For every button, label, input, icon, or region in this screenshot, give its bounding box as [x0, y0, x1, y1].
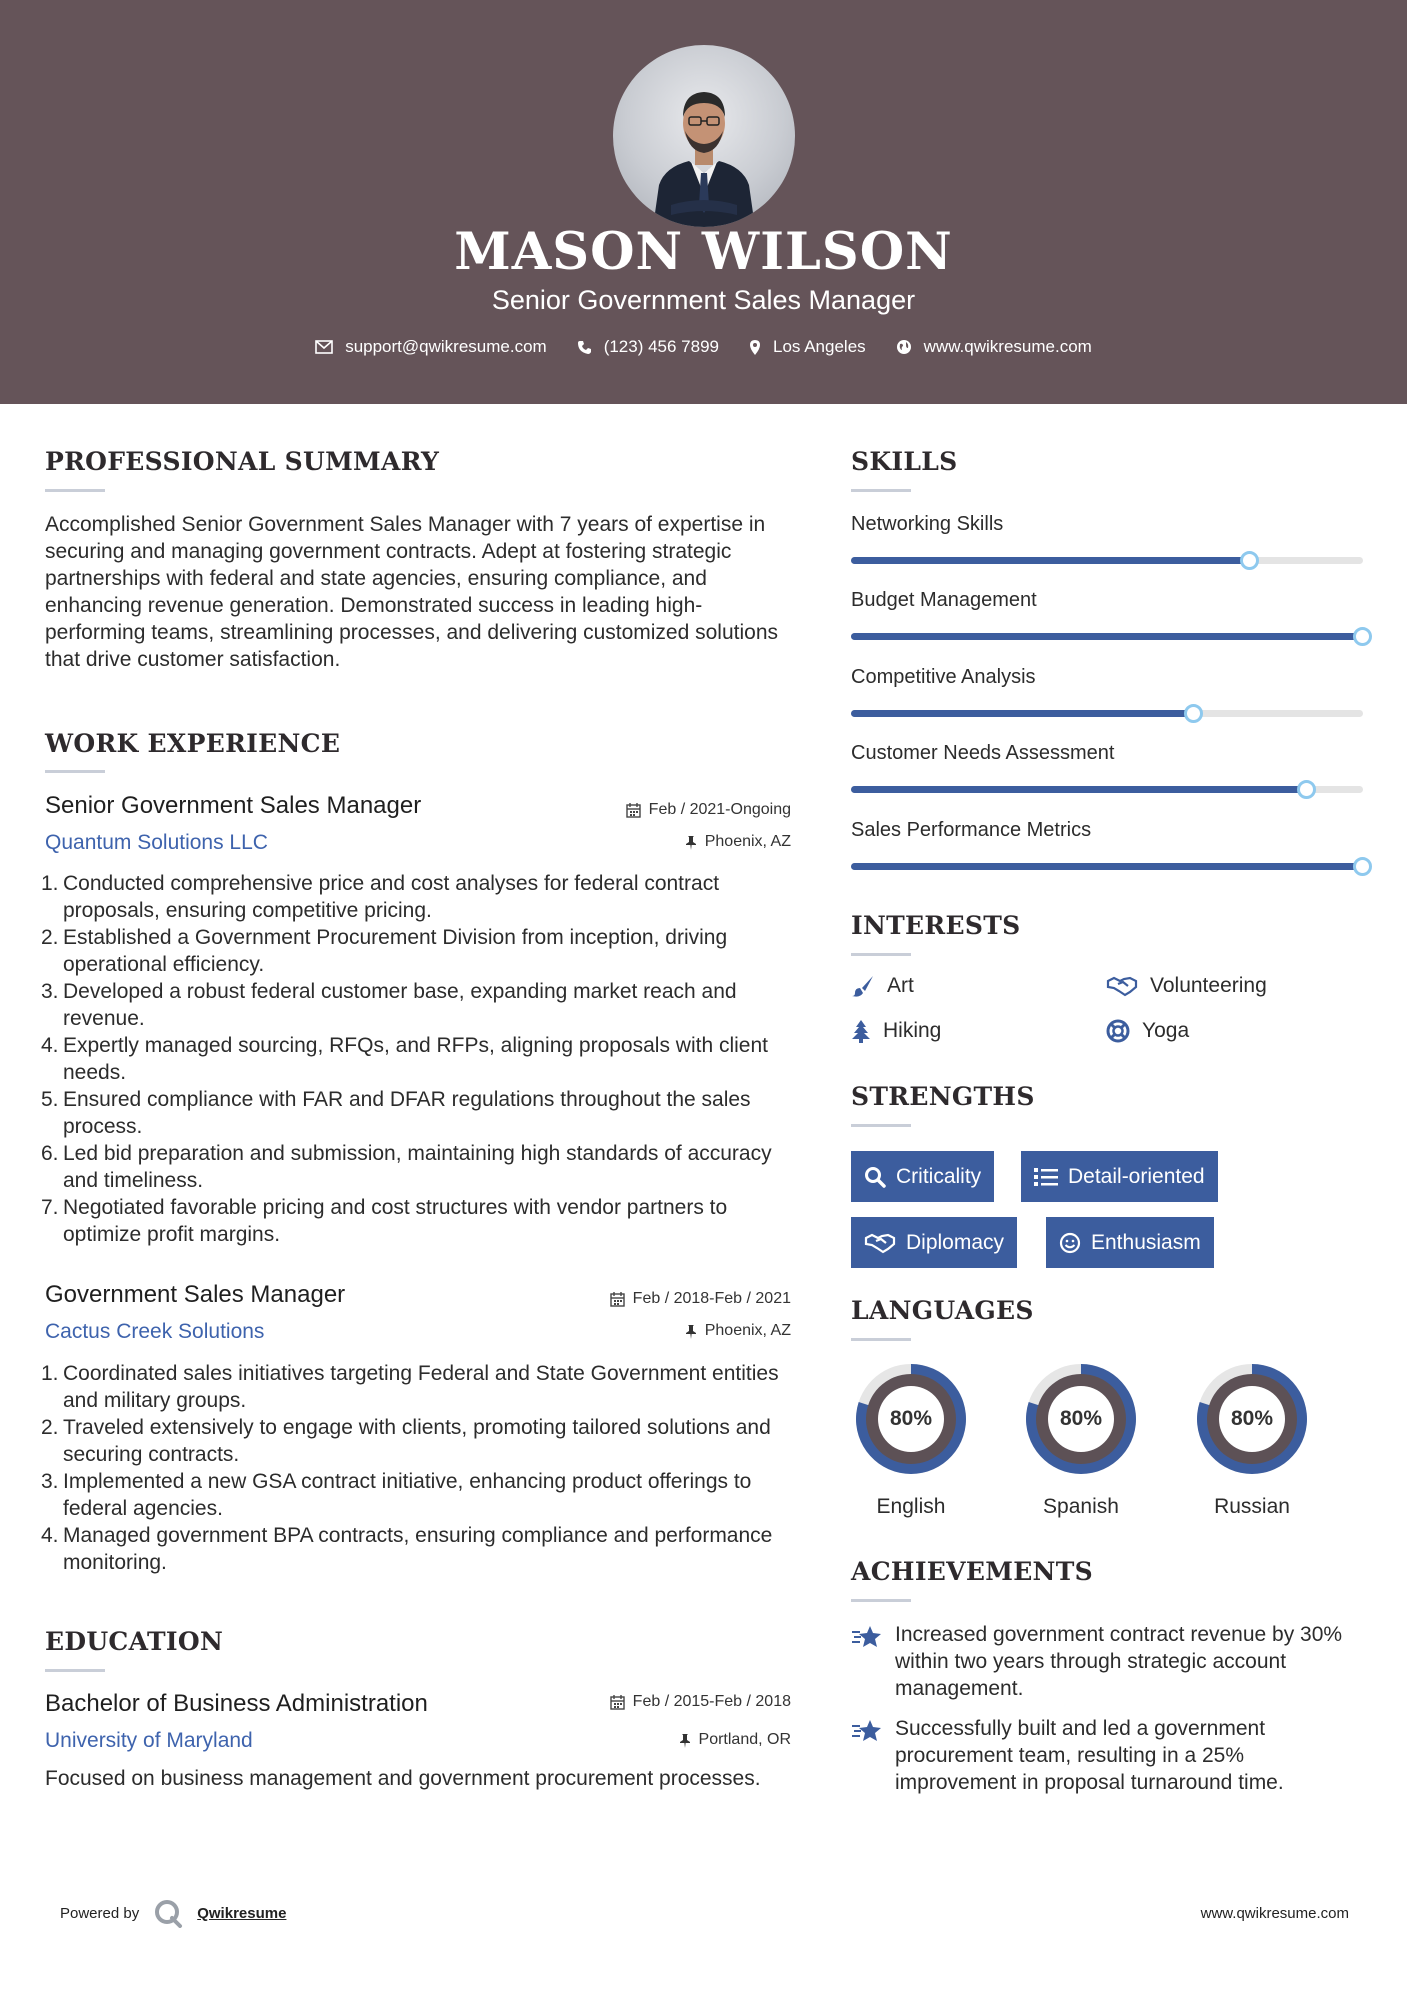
- job-bullets: [41, 1360, 797, 1576]
- list-item: 5. Ensured compliance with FAR and DFAR regulations throughout the sales process.: [41, 1088, 751, 1138]
- achievement-text: Increased government contract revenue by 30% within two years through strategic account management.: [895, 1623, 1343, 1700]
- skill-label: Competitive Analysis: [851, 666, 1036, 688]
- skill-bar: [851, 557, 1363, 564]
- list-item-text: Ensured compliance with FAR and DFAR regulations throughout the sales process.: [63, 1088, 751, 1138]
- phone-icon: [577, 340, 592, 355]
- job-dates-text: Feb / 2018-Feb / 2021: [632, 1290, 791, 1307]
- envelope-icon: [315, 340, 333, 354]
- list-item-text: Coordinated sales initiatives targeting Federal and State Government entities and military groups.: [63, 1362, 779, 1412]
- job-location: [685, 1322, 791, 1340]
- list-item: 6. Led bid preparation and submission, maintaining high standards of accuracy and timeliness.: [41, 1142, 772, 1192]
- calendar-icon: [626, 803, 641, 818]
- list-item-text: Negotiated favorable pricing and cost structures with vendor partners to optimize profit margins.: [63, 1196, 728, 1246]
- list-item-text: Established a Government Procurement Division from inception, driving operational efficiency.: [63, 926, 728, 976]
- contact-website[interactable]: [896, 337, 1092, 357]
- job-location-text: Phoenix, AZ: [704, 1322, 791, 1339]
- tree-icon: [851, 1019, 871, 1043]
- skill-bar-fill: [851, 557, 1250, 564]
- list-item-text: Traveled extensively to engage with clients, promoting tailored solutions and securing contracts.: [63, 1416, 771, 1466]
- map-pin-icon: [749, 339, 761, 356]
- list-item: 2. Established a Government Procurement Division from inception, driving operational efficiency.: [41, 926, 728, 976]
- handshake-icon: [1106, 975, 1138, 997]
- company-name[interactable]: Cactus Creek Solutions: [45, 1320, 265, 1343]
- education-location-text: Portland, OR: [698, 1731, 791, 1748]
- contact-location-text: Los Angeles: [773, 337, 866, 356]
- list-icon: [1034, 1167, 1058, 1187]
- section-divider: [45, 489, 105, 492]
- section-divider: [45, 770, 105, 773]
- strength-label: Enthusiasm: [1091, 1230, 1201, 1254]
- list-item-text: Led bid preparation and submission, maintaining high standards of accuracy and timeliness.: [63, 1142, 772, 1192]
- education-description: Focused on business management and government procurement processes.: [45, 1767, 761, 1790]
- language-name: Spanish: [1043, 1495, 1119, 1518]
- skill-label: Budget Management: [851, 589, 1037, 611]
- section-divider: [851, 953, 911, 956]
- section-divider: [851, 1338, 911, 1341]
- contact-phone-text: (123) 456 7899: [603, 337, 720, 356]
- job-location: [685, 833, 791, 851]
- interest-item: [1106, 974, 1267, 998]
- skill-label: Customer Needs Assessment: [851, 742, 1115, 764]
- profile-photo: [613, 45, 795, 227]
- education-dates-text: Feb / 2015-Feb / 2018: [632, 1693, 791, 1710]
- skill-bar-knob: [1297, 780, 1316, 799]
- handshake-icon: [864, 1232, 896, 1254]
- contact-email-text: support@qwikresume.com: [345, 337, 547, 356]
- language-item: [1190, 1357, 1314, 1519]
- strength-label: Detail-oriented: [1068, 1164, 1205, 1188]
- summary-text: Accomplished Senior Government Sales Manager with 7 years of expertise in securing and managing government contracts. Adept at fostering strategic partnerships with federal and state agencies, ensuring compliance, and enhancing revenue generation. Demonstrated success in leading high-performing teams, streamlining processes, and delivering customized solutions that drive customer satisfaction.: [45, 513, 779, 671]
- contact-website-text: www.qwikresume.com: [923, 337, 1092, 356]
- job-bullets: [41, 870, 797, 1248]
- contact-phone[interactable]: [577, 337, 719, 357]
- job-title: Government Sales Manager: [45, 1281, 346, 1308]
- list-item: 4. Managed government BPA contracts, ensuring compliance and performance monitoring.: [41, 1524, 773, 1574]
- section-divider: [45, 1669, 105, 1672]
- strength-badge: [851, 1151, 994, 1202]
- interest-item: [851, 974, 914, 998]
- skill-bar-knob: [1184, 704, 1203, 723]
- interest-label: Art: [887, 974, 914, 997]
- job-dates: [610, 1290, 791, 1308]
- footer-branding: [60, 1898, 286, 1928]
- smile-icon: [1059, 1232, 1081, 1254]
- company-name[interactable]: Quantum Solutions LLC: [45, 831, 268, 854]
- strength-badge: [851, 1217, 1017, 1268]
- skill-bar-fill: [851, 863, 1363, 870]
- job-dates: [626, 801, 791, 819]
- contact-location: [749, 337, 866, 357]
- achievements-heading: ACHIEVEMENTS: [851, 1557, 1093, 1586]
- skill-bar: [851, 786, 1363, 793]
- section-divider: [851, 1599, 911, 1602]
- powered-by-text: Powered by: [60, 1904, 140, 1922]
- language-ring: [1190, 1357, 1314, 1481]
- strength-label: Criticality: [896, 1164, 982, 1188]
- list-item: 1. Coordinated sales initiatives targeting Federal and State Government entities and military groups.: [41, 1362, 779, 1412]
- job-dates-text: Feb / 2021-Ongoing: [648, 801, 791, 818]
- contact-bar: [0, 337, 1407, 357]
- education-dates: [610, 1693, 791, 1711]
- language-item: [1019, 1357, 1143, 1519]
- strength-badge: [1046, 1217, 1214, 1268]
- achievement-item: [851, 1715, 1371, 1796]
- paintbrush-icon: [851, 974, 875, 998]
- skill-bar: [851, 863, 1363, 870]
- qwikresume-logo-icon: [153, 1898, 183, 1928]
- skill-bar: [851, 633, 1363, 640]
- pushpin-icon: [685, 1324, 697, 1339]
- language-ring: [849, 1357, 973, 1481]
- interests-heading: INTERESTS: [851, 911, 1021, 940]
- list-item: 4. Expertly managed sourcing, RFQs, and RFPs, aligning proposals with client needs.: [41, 1034, 768, 1084]
- resume-header: [0, 0, 1407, 404]
- skill-bar-fill: [851, 786, 1307, 793]
- school-name[interactable]: University of Maryland: [45, 1729, 253, 1752]
- interest-label: Volunteering: [1150, 974, 1267, 997]
- section-divider: [851, 489, 911, 492]
- section-divider: [851, 1124, 911, 1127]
- interest-item: [851, 1019, 941, 1043]
- language-item: [849, 1357, 973, 1519]
- achievement-item: [851, 1621, 1371, 1702]
- strengths-heading: STRENGTHS: [851, 1082, 1035, 1111]
- calendar-icon: [610, 1695, 625, 1710]
- language-name: Russian: [1214, 1495, 1290, 1518]
- list-item-text: Conducted comprehensive price and cost analyses for federal contract proposals, ensuring competitive pricing.: [63, 872, 720, 922]
- list-item-text: Managed government BPA contracts, ensuring compliance and performance monitoring.: [63, 1524, 773, 1574]
- education-heading: EDUCATION: [45, 1627, 224, 1656]
- experience-heading: WORK EXPERIENCE: [45, 729, 341, 758]
- language-percent: 80%: [1059, 1407, 1103, 1430]
- skills-heading: SKILLS: [851, 447, 958, 476]
- list-item: 7. Negotiated favorable pricing and cost structures with vendor partners to optimize profit margins.: [41, 1196, 728, 1246]
- contact-email[interactable]: [315, 337, 547, 357]
- languages-heading: LANGUAGES: [851, 1296, 1034, 1325]
- list-item: 3. Implemented a new GSA contract initiative, enhancing product offerings to federal agencies.: [41, 1470, 752, 1520]
- list-item-text: Developed a robust federal customer base, expanding market reach and revenue.: [63, 980, 737, 1030]
- skill-bar: [851, 710, 1363, 717]
- education-location: [679, 1731, 791, 1749]
- search-icon: [864, 1166, 886, 1188]
- calendar-icon: [610, 1292, 625, 1307]
- pushpin-icon: [679, 1733, 691, 1748]
- list-item: 1. Conducted comprehensive price and cost analyses for federal contract proposals, ensuring competitive pricing.: [41, 872, 720, 922]
- language-ring: [1019, 1357, 1143, 1481]
- candidate-name: MASON WILSON: [454, 222, 953, 282]
- skill-label: Sales Performance Metrics: [851, 819, 1092, 841]
- language-percent: 80%: [1230, 1407, 1274, 1430]
- shooting-star-icon: [851, 1624, 883, 1650]
- language-name: English: [876, 1495, 946, 1518]
- language-percent: 80%: [889, 1407, 933, 1430]
- summary-heading: PROFESSIONAL SUMMARY: [45, 447, 440, 476]
- shooting-star-icon: [851, 1718, 883, 1744]
- skill-bar-fill: [851, 710, 1194, 717]
- skill-bar-knob: [1353, 857, 1372, 876]
- job-location-text: Phoenix, AZ: [704, 833, 791, 850]
- skill-bar-knob: [1240, 551, 1259, 570]
- list-item: 2. Traveled extensively to engage with clients, promoting tailored solutions and securing contracts.: [41, 1416, 771, 1466]
- skill-label: Networking Skills: [851, 513, 1004, 535]
- globe-icon: [896, 339, 912, 355]
- skill-bar-knob: [1353, 627, 1372, 646]
- list-item-text: Implemented a new GSA contract initiative, enhancing product offerings to federal agencies.: [63, 1470, 752, 1520]
- brand-link[interactable]: Qwikresume: [197, 1904, 287, 1922]
- skill-bar-fill: [851, 633, 1363, 640]
- lifebuoy-icon: [1106, 1019, 1130, 1043]
- pushpin-icon: [685, 835, 697, 850]
- interest-item: [1106, 1019, 1189, 1043]
- interest-label: Hiking: [883, 1019, 942, 1042]
- list-item-text: Expertly managed sourcing, RFQs, and RFPs, aligning proposals with client needs.: [63, 1034, 768, 1084]
- footer-website[interactable]: www.qwikresume.com: [1200, 1905, 1349, 1922]
- degree-title: Bachelor of Business Administration: [45, 1690, 428, 1717]
- strength-label: Diplomacy: [906, 1230, 1005, 1254]
- interest-label: Yoga: [1142, 1019, 1190, 1042]
- achievement-text: Successfully built and led a government procurement team, resulting in a 25% improvement in proposal turnaround time.: [895, 1717, 1284, 1794]
- strength-badge: [1021, 1151, 1218, 1202]
- list-item: 3. Developed a robust federal customer base, expanding market reach and revenue.: [41, 980, 737, 1030]
- job-title: Senior Government Sales Manager: [45, 792, 422, 819]
- candidate-title: Senior Government Sales Manager: [491, 285, 916, 315]
